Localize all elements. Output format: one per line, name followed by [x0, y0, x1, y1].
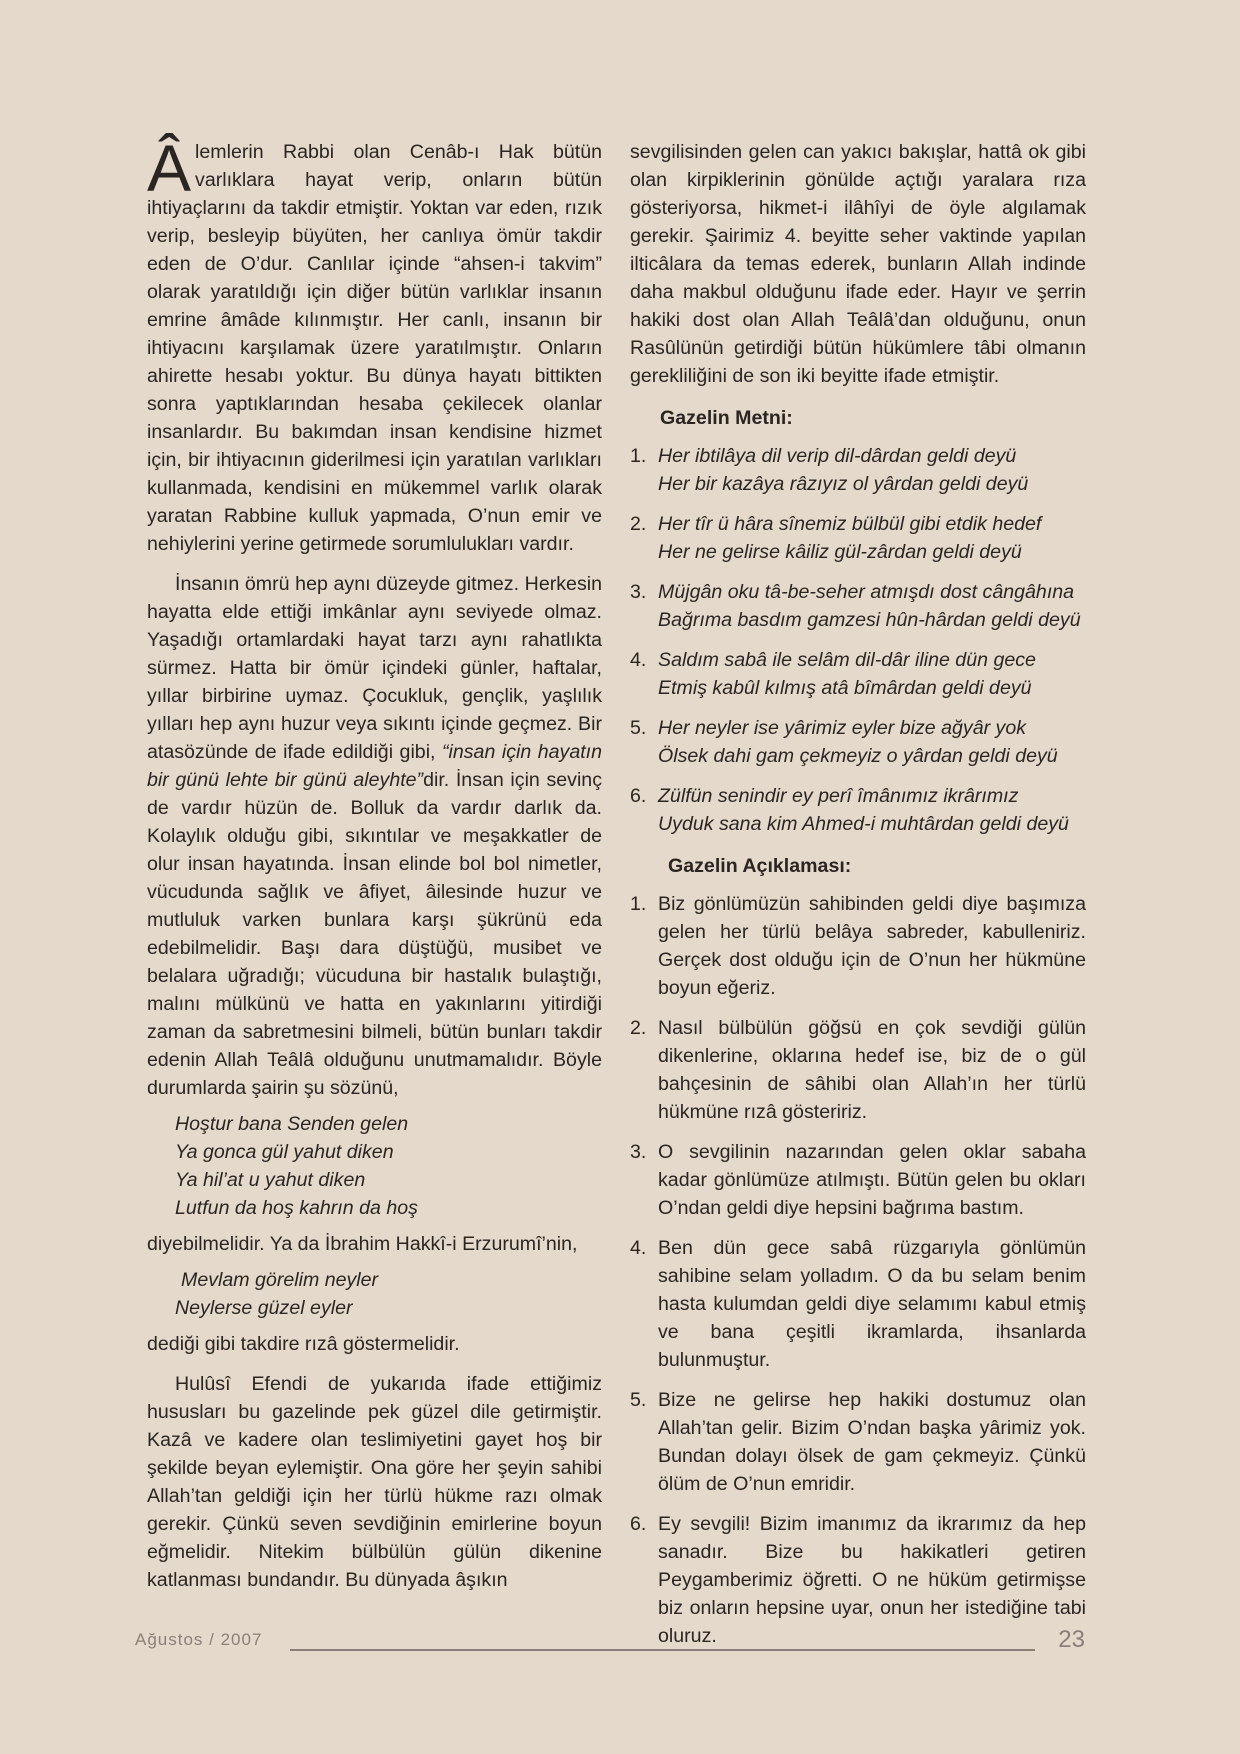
explanation-list	[630, 890, 1086, 1650]
explanation-text: Bize ne gelirse hep hakiki dostumuz olan Allah’tan gelir. Bizim O’ndan başka yârimiz yok. Bundan dolayı ölsek de gam çekmeyiz. Çünkü ölüm de O’nun emridir.	[658, 1389, 1086, 1495]
couplet-line-1: Saldım sabâ ile selâm dil-dâr iline dün gece	[658, 649, 1036, 671]
paragraph-5: Hulûsî Efendi de yukarıda ifade ettiğimiz hususları bu gazelinde pek güzel dile getirmiştir. Kazâ ve kadere olan teslimiyetini gayet hoş bir şekilde beyan eylemiştir. Ona göre her şeyin sahibi Allah’tan geldiği için her türlü hükme razı olmak gerekir. Çünkü seven sevdiğinin emirlerine boyun eğmelidir. Nitekim bülbülün gülün dikenine katlanması bundandır. Bu dünyada âşıkın	[147, 1373, 602, 1591]
couplet-number: 4.	[630, 649, 647, 671]
explanation-item	[630, 1510, 1086, 1650]
explanation-item	[630, 1014, 1086, 1126]
right-column	[630, 138, 1086, 1662]
explanation-number: 4.	[630, 1237, 647, 1259]
couplet-number: 1.	[630, 445, 647, 467]
right-paragraph-1: sevgilisinden gelen can yakıcı bakışlar, hattâ ok gibi olan kirpiklerinin gönülde açtığı yaralara rıza gösteriyorsa, hikmet-i ilâhîyi de öyle algılamak gerekir. Şairimiz 4. beyitte seher vaktinde yapılan ilticâlara da temas ederek, bunların Allah indinde daha makbul olduğunu ifade eder. Hayır ve şerrin hakiki dost olan Allah Teâlâ’dan olduğunu, onun Rasûlünün getirdiği bütün hükümlere tâbi olmanın gerekliliğini de son iki beyitte ifade etmiştir.	[630, 141, 1086, 387]
couplet-line-2: Her ne gelirse kâiliz gül-zârdan geldi deyü	[658, 541, 1022, 563]
couplet-line-2: Uyduk sana kim Ahmed-i muhtârdan geldi deyü	[658, 813, 1069, 835]
verse-line: Ya hil’at u yahut diken	[175, 1169, 366, 1191]
intro-paragraph	[147, 131, 602, 558]
issue-date: Ağustos / 2007	[135, 1630, 263, 1649]
couplet-item	[630, 510, 1086, 566]
explanation-text: Ben dün gece sabâ rüzgarıyla gönlümün sahibine selam yolladım. O da bu selam benim hasta kulumdan geldi diye selamımı kabul etmiş ve bana çeşitli ikramlarda, ihsanlarda bulunmuştur.	[658, 1237, 1086, 1371]
couplet-number: 3.	[630, 581, 647, 603]
explanation-number: 2.	[630, 1017, 647, 1039]
couplet-line-1: Her tîr ü hâra sînemiz bülbül gibi etdik hedef	[658, 513, 1042, 535]
proverb-quote: “insan için hayatın bir günü lehte bir günü aleyhte”	[147, 741, 602, 791]
verse-line: Ya gonca gül yahut diken	[175, 1141, 394, 1163]
explanation-text: O sevgilinin nazarından gelen oklar sabaha kadar gönlümüze atılmıştı. Bütün gelen bu okları O’ndan geldi diye hepsini bağrıma bastım.	[658, 1141, 1086, 1219]
heading-gazel-explanation: Gazelin Açıklaması:	[668, 855, 852, 877]
verse-line: Lutfun da hoş kahrın da hoş	[175, 1197, 418, 1219]
drop-cap: Â	[147, 131, 192, 205]
couplet-item	[630, 442, 1086, 498]
heading-gazel-text: Gazelin Metni:	[660, 407, 793, 429]
verse-line: Neylerse güzel eyler	[175, 1297, 353, 1319]
explanation-text: Biz gönlümüzün sahibinden geldi diye başımıza gelen her türlü belâya sabreder, kabulleniriz. Gerçek dost olduğu için de O’nun her hükmüne boyun eğeriz.	[658, 893, 1086, 999]
couplet-list	[630, 442, 1086, 838]
couplet-number: 5.	[630, 717, 647, 739]
couplet-line-1: Müjgân oku tâ-be-seher atmışdı dost cângâhına	[658, 581, 1075, 603]
explanation-text: Ey sevgili! Bizim imanımız da ikrarımız da hep sanadır. Bize bu hakikatleri getiren Peygamberimiz öğretti. O ne hüküm getirmişse biz onların hepsine uyar, onun her istediğine tabi oluruz.	[658, 1513, 1086, 1647]
explanation-text: Nasıl bülbülün göğsü en çok sevdiği gülün dikenlerine, oklarına hedef ise, biz de o gül bahçesinin de sâhibi olan Allah’ın her türlü hükmüne rızâ gösteririz.	[658, 1017, 1086, 1123]
page-footer	[135, 1626, 1085, 1660]
verse-line: Hoştur bana Senden gelen	[175, 1113, 409, 1135]
explanation-number: 1.	[630, 893, 647, 915]
explanation-item	[630, 890, 1086, 1002]
intro-text: lemlerin Rabbi olan Cenâb-ı Hak bütün varlıklara hayat verip, onların bütün ihtiyaçlarını da takdir etmiştir. Yoktan var eden, rızık verip, besleyip büyüten, her canlıya ömür takdir eden de O’dur. Canlılar içinde “ahsen-i takvim” olarak yaratıldığı için diğer bütün varlıklar insanın emrine âmâde kılınmıştır. Her canlı, insanın bir ihtiyacını karşılamak üzere yaratılmıştır. Onların ahirette hesabı yoktur. Bu dünya hayatı bittikten sonra yaptıklarından hesaba çekilecek olanlar insanlardır. Bu bakımdan insan kendisine hizmet için, bir ihtiyacının giderilmesi için yaratılan varlıkları kullanmada, kendisini en mükemmel varlık olarak yaratan Rabbine kulluk yapmada, O’nun emir ve nehiylerini yerine getirmede sorumlulukları vardır.	[147, 141, 602, 555]
couplet-line-2: Bağrıma basdım gamzesi hûn-hârdan geldi deyü	[658, 609, 1081, 631]
paragraph-2-text-a: İnsanın ömrü hep aynı düzeyde gitmez. Herkesin hayatta elde ettiği imkânlar aynı seviyede olmaz. Yaşadığı ortamlardaki hayat tarzı aynı rahatlıkta sürmez. Hatta bir ömür içindeki günler, haftalar, yıllar birbirine uymaz. Çocukluk, gençlik, yaşlılık yılları hep aynı huzur veya sıkıntı içinde geçmez. Bir atasözünde de ifade edildiği gibi,	[147, 573, 602, 763]
explanation-number: 3.	[630, 1141, 647, 1163]
verse-block-1	[175, 1110, 602, 1222]
paragraph-2-text-b: dir. İnsan için sevinç de vardır hüzün de. Bolluk da vardır darlık da. Kolaylık olduğu gibi, sıkıntılar ve meşakkatler de olur insan hayatında. İnsan elinde bol bol nimetler, vücudunda sağlık ve âfiyet, âilesinde huzur ve mutluluk varken bunlara karşı şükrünü eda edebilmelidir. Başı dara düştüğü, musibet ve belalara uğradığı; vücuduna bir hastalık bulaştığı, malını mülkünü ve hatta en yakınlarını yitirdiği zaman da sabretmesini bilmeli, bütün bunları takdir edenin Allah Teâlâ olduğunu unutmamalıdır. Böyle durumlarda şairin şu sözünü,	[147, 769, 602, 1099]
couplet-item	[630, 714, 1086, 770]
couplet-number: 2.	[630, 513, 647, 535]
left-column	[147, 131, 602, 1594]
couplet-item	[630, 578, 1086, 634]
couplet-number: 6.	[630, 785, 647, 807]
explanation-item	[630, 1138, 1086, 1222]
footer-rule	[290, 1649, 1035, 1651]
verse-line: Mevlam görelim neyler	[181, 1269, 379, 1291]
couplet-line-1: Zülfün senindir ey perî îmânımız ikrârımız	[658, 785, 1019, 807]
couplet-line-2: Her bir kazâya râzıyız ol yârdan geldi deyü	[658, 473, 1029, 495]
couplet-item	[630, 782, 1086, 838]
explanation-item	[630, 1386, 1086, 1498]
explanation-number: 6.	[630, 1513, 647, 1535]
paragraph-4: dediği gibi takdire rızâ göstermelidir.	[147, 1333, 460, 1355]
paragraph-2	[147, 570, 602, 1102]
couplet-line-1: Her neyler ise yârimiz eyler bize ağyâr yok	[658, 717, 1027, 739]
page-number: 23	[1058, 1626, 1085, 1653]
explanation-item	[630, 1234, 1086, 1374]
verse-block-2	[175, 1266, 602, 1322]
couplet-line-2: Ölsek dahi gam çekmeyiz o yârdan geldi deyü	[658, 745, 1058, 767]
explanation-number: 5.	[630, 1389, 647, 1411]
paragraph-3: diyebilmelidir. Ya da İbrahim Hakkî-i Erzurumî’nin,	[147, 1233, 578, 1255]
couplet-line-1: Her ibtilâya dil verip dil-dârdan geldi deyü	[658, 445, 1017, 467]
couplet-line-2: Etmiş kabûl kılmış atâ bîmârdan geldi deyü	[658, 677, 1032, 699]
couplet-item	[630, 646, 1086, 702]
